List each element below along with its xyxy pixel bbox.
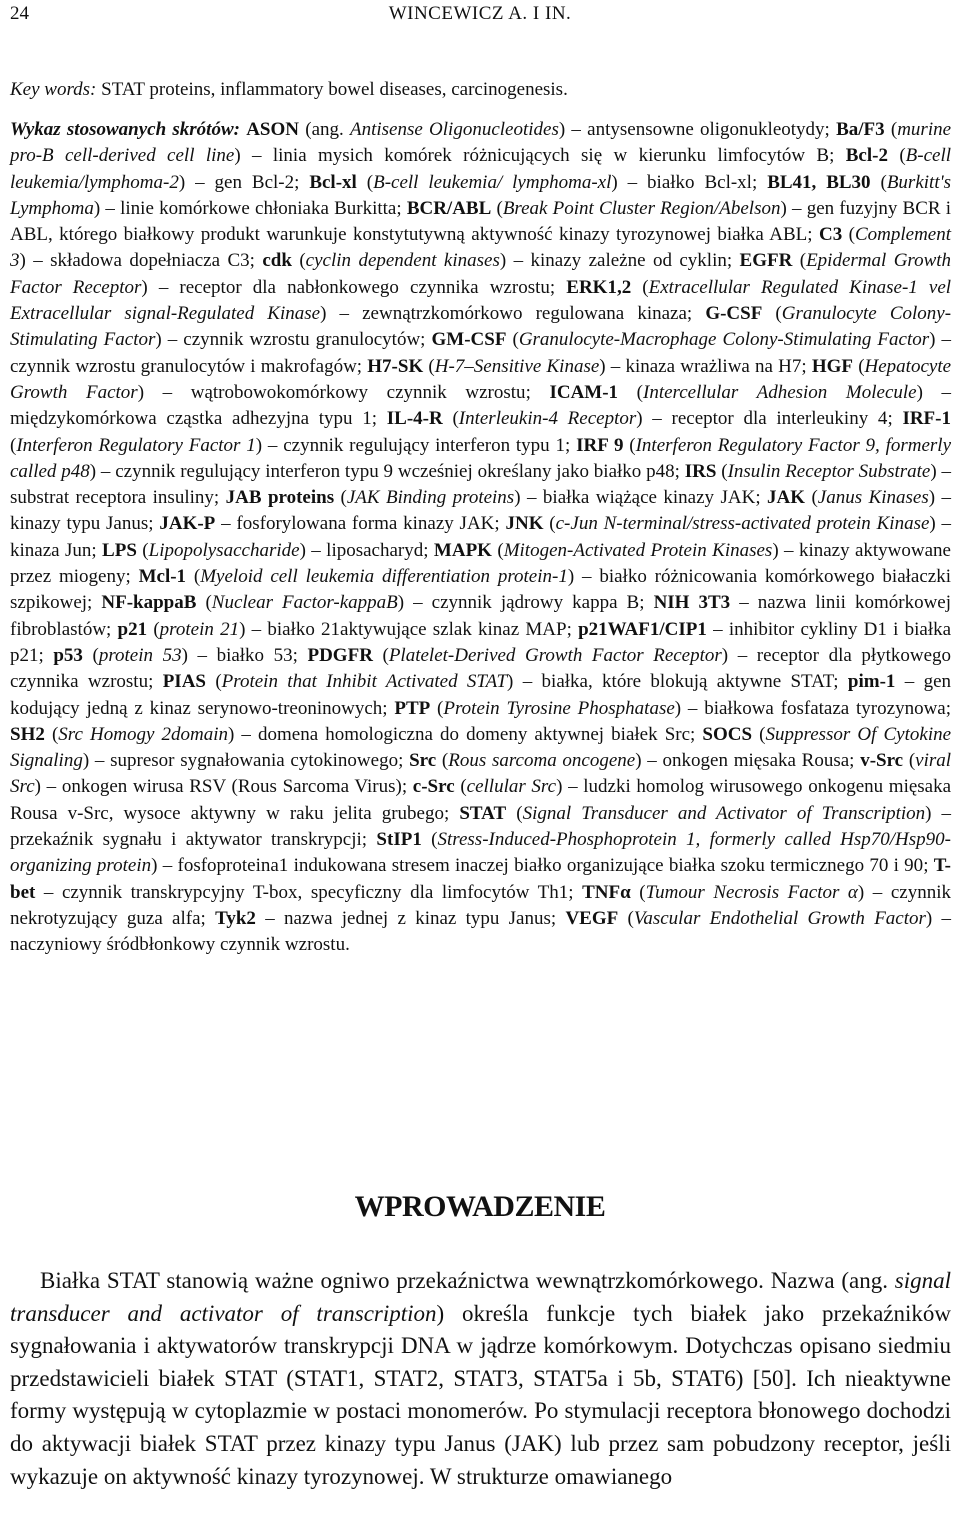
abbreviation-entry: JNK (c-Jun N-terminal/stress-activated protein Kinase) – kinaza Jun; [10, 513, 952, 561]
abbreviation-term: EGFR [739, 250, 793, 272]
abbreviation-expansion: Platelet-Derived Growth Factor Receptor [388, 644, 722, 666]
abbreviation-term: c-Src [412, 776, 455, 798]
abbreviation-entry: ICAM-1 (Intercellular Adhesion Molecule) – międzykomórkowa cząstka adhezyjna typu 1; [10, 381, 952, 430]
abbreviation-entry: ERK1,2 (Extracellular Regulated Kinase-1 vel Extracellular signal-Regulated Kinase) – zewnątrzkomórkowo regulowana kinaza; [10, 276, 952, 325]
abbreviation-description: białkowa fosfataza tyrozynowa [704, 697, 946, 719]
abbreviation-term: Bcl-xl [309, 171, 357, 193]
keywords-line [10, 77, 950, 103]
abbreviation-expansion: H-7–Sensitive Kinase [434, 355, 600, 377]
abbreviation-term: IRS [684, 460, 717, 482]
intro-paragraph [10, 1265, 951, 1493]
abbreviation-description: naczyniowy śródbłonkowy czynnik wzrostu. [10, 934, 350, 956]
abbreviation-description: białko 21aktywujące szlak kinaz MAP [267, 618, 567, 640]
abbreviation-expansion: cellular Src [466, 776, 557, 798]
abbreviation-entry: JAK (Janus Kinases) – kinazy typu Janus; [10, 487, 952, 535]
abbreviation-term: STAT [459, 802, 507, 824]
abbreviation-term: Src [409, 750, 437, 772]
abbreviation-entry: ASON (ang. Antisense Oligonucleotides) – antysensowne oligonukleotydy; [246, 119, 837, 140]
keywords-text: STAT proteins, inflammatory bowel diseases, carcinogenesis. [101, 79, 568, 100]
abbreviation-description: receptor dla nabłonkowego czynnika wzrostu [179, 276, 550, 298]
abbreviation-entry: IL-4-R (Interleukin-4 Receptor) – receptor dla interleukiny 4; [386, 408, 903, 430]
abbreviation-expansion: viral Src [10, 750, 952, 798]
abbreviation-term: JAK [767, 487, 806, 509]
abbreviation-description: gen Bcl-2 [214, 171, 295, 193]
abbreviation-description: czynnik jądrowy kappa B [431, 592, 640, 614]
abbreviation-expansion: cyclin dependent kinases [305, 250, 500, 272]
abbreviation-expansion: Interferon Regulatory Factor 1 [16, 434, 256, 456]
abbreviation-entry: EGFR (Epidermal Growth Factor Receptor) – receptor dla nabłonkowego czynnika wzrostu; [10, 250, 952, 298]
abbreviation-heading: Wykaz stosowanych skrótów: [10, 119, 240, 140]
abbreviation-description: onkogen wirusa RSV (Rous Sarcoma Virus) [61, 776, 402, 798]
abbreviation-description: kinaza wrażliwa na H7 [625, 355, 802, 377]
abbreviation-term: IRF-1 [902, 408, 951, 430]
abbreviation-term: GM-CSF [431, 329, 507, 351]
abbreviation-term: SH2 [10, 723, 45, 745]
abbreviation-description: fosforylowana forma kinazy JAK [236, 513, 495, 535]
abbreviation-expansion: protein 53 [98, 644, 182, 666]
abbreviation-entry: p21 (protein 21) – białko 21aktywujące szlak kinaz MAP; [117, 618, 579, 640]
abbreviation-term: BCR/ABL [406, 197, 492, 219]
abbreviation-expansion: Break Point Cluster Region/Abelson [502, 197, 781, 219]
running-head [10, 2, 950, 26]
abbreviation-list [10, 117, 951, 959]
abbreviation-expansion: Protein that Inhibit Activated STAT [221, 671, 508, 693]
abbreviation-description: antysensowne oligonukleotydy [587, 119, 825, 140]
abbreviation-expansion: Interleukin-4 Receptor [458, 408, 637, 430]
abbreviation-term: NF-kappaB [101, 592, 197, 614]
abbreviation-term: VEGF [565, 907, 619, 929]
abbreviation-description: składowa dopełniacza C3 [50, 250, 250, 272]
abbreviation-description: substrat receptora insuliny [10, 487, 214, 509]
abbreviation-expansion: Rous sarcoma oncogene [448, 750, 636, 772]
abbreviation-term: JAK-P [159, 513, 216, 535]
abbreviation-expansion: Vascular Endothelial Growth Factor [633, 907, 926, 929]
abbreviation-expansion: Signal Transducer and Activator of Transcription [522, 802, 926, 824]
abbreviation-term: ICAM-1 [549, 381, 619, 403]
abbreviation-entry: JAB proteins (JAK Binding proteins) – białka wiążące kinazy JAK; [225, 487, 768, 509]
abbreviation-entry: PDGFR (Platelet-Derived Growth Factor Receptor) – receptor dla płytkowego czynnika wzrostu; [10, 644, 952, 693]
abbreviation-description: linia mysich komórek różnicujących się w kierunku limfocytów B [272, 145, 830, 167]
abbreviation-term: p53 [53, 644, 83, 666]
abbreviation-term: IL-4-R [386, 408, 443, 430]
abbreviation-entry: NF-kappaB (Nuclear Factor-kappaB) – czynnik jądrowy kappa B; [101, 592, 654, 614]
abbreviation-term: Tyk2 [215, 907, 256, 929]
abbreviation-entry: G-CSF (Granulocyte Colony-Stimulating Factor) – czynnik wzrostu granulocytów; [10, 303, 952, 351]
abbreviation-term: v-Src [860, 750, 904, 772]
abbreviation-entry: C3 (Complement 3) – składowa dopełniacza C3; [10, 224, 952, 272]
keywords-label: Key words: [10, 79, 97, 100]
abbreviation-description: czynnik nekrotyzujący guza alfa [10, 881, 951, 929]
abbreviation-term: HGF [811, 355, 854, 377]
abbreviation-term: IRF 9 [576, 434, 624, 456]
abbreviation-entry: BL41, BL30 (Burkitt's Lymphoma) – linie komórkowe chłoniaka Burkitta; [10, 171, 952, 219]
abbreviation-entry: Src (Rous sarcoma oncogene) – onkogen mięsaka Rousa; [409, 750, 861, 772]
abbreviation-description: inhibitor cykliny D1 i białka p21 [10, 618, 952, 666]
abbreviation-entry: HGF (Hepatocyte Growth Factor) – wątrobowokomórkowy czynnik wzrostu; [10, 355, 952, 403]
abbreviation-entry: T-bet – czynnik transkrypcyjny T-box, specyficzny dla limfocytów Th1; [10, 855, 952, 903]
abbreviation-term: pim-1 [847, 671, 896, 693]
abbreviation-expansion: Epidermal Growth Factor Receptor [10, 250, 952, 298]
abbreviation-expansion: Interferon Regulatory Factor 9, formerly called p48 [10, 434, 952, 482]
abbreviation-entry: IRS (Insulin Receptor Substrate) – substrat receptora insuliny; [10, 460, 952, 509]
abbreviation-term: p21WAF1/CIP1 [578, 618, 707, 640]
abbreviation-term: StIP1 [376, 829, 422, 851]
abbreviation-description: białko różnicowania komórkowego białaczki szpikowej [10, 566, 952, 614]
abbreviation-term: ASON [246, 119, 299, 140]
abbreviation-description: nazwa linii komórkowej fibroblastów [10, 592, 952, 640]
abbreviation-expansion: Src Homogy 2domain [58, 723, 228, 745]
abbreviation-expansion: Burkitt's Lymphoma [10, 171, 952, 219]
abbreviation-term: G-CSF [705, 303, 763, 325]
abbreviation-description: kinaza Jun [10, 539, 92, 561]
intro-text-1: Białka STAT stanowią ważne ogniwo przekaźnictwa wewnątrzkomórkowego. Nazwa (ang. [40, 1268, 895, 1293]
abbreviation-expansion: Complement 3 [10, 224, 952, 272]
abbreviation-description: czynnik wzrostu granulocytów [183, 329, 421, 351]
section-title: WPROWADZENIE [354, 1190, 606, 1223]
abbreviation-term: p21 [117, 618, 148, 640]
abbreviation-description: kinazy typu Janus [10, 513, 149, 535]
abbreviation-expansion: Intercellular Adhesion Molecule [643, 381, 917, 403]
abbreviation-description: czynnik regulujący interferon typu 9 wcześniej określany jako białko p48 [115, 460, 675, 482]
abbreviation-expansion: Stress-Induced-Phosphoprotein 1, formerly called Hsp70/Hsp90-organizing protein [10, 829, 952, 877]
abbreviation-description: gen kodujący jedną z kinaz serynowo-treoninowych [10, 671, 952, 719]
abbreviation-entry: c-Src (cellular Src) – ludzki homolog wirusowego onkogenu mięsaka Rousa v-Src, wysoce aktywny w raku jelita grubego; [10, 776, 952, 824]
abbreviation-expansion: Protein Tyrosine Phosphatase [443, 697, 675, 719]
abbreviation-term: NIH 3T3 [653, 592, 731, 614]
abbreviation-expansion: murine pro-B cell-derived cell line [10, 119, 952, 167]
abbreviation-expansion: Myeloid cell leukemia differentiation protein-1 [200, 566, 568, 588]
abbreviation-description: wątrobowokomórkowy czynnik wzrostu [190, 381, 526, 403]
abbreviation-entry: NIH 3T3 – nazwa linii komórkowej fibroblastów; [10, 592, 952, 640]
abbreviation-entry: JAK-P – fosforylowana forma kinazy JAK; [159, 513, 506, 535]
abbreviation-term: SOCS [702, 723, 753, 745]
abbreviation-term: LPS [102, 539, 137, 561]
abbreviation-expansion: Antisense Oligonucleotides [349, 119, 559, 140]
abbreviation-description: białko 53 [216, 644, 293, 666]
abbreviation-expansion: Suppressor Of Cytokine Signaling [10, 723, 952, 772]
abbreviation-expansion: Janus Kinases [817, 487, 929, 509]
running-title: WINCEWICZ A. I IN. [388, 3, 572, 24]
abbreviation-term: TNFα [582, 881, 631, 903]
abbreviation-expansion: B-cell leukemia/lymphoma-2 [10, 145, 952, 193]
intro-text-2: ) określa funkcje tych białek jako przekaźników sygnałowania i aktywatorów transkrypcji DNA w jądrze komórkowym. Dotychczas opisano siedmiu przedstawicieli białek STAT (STAT1, STAT2, STAT3, STAT5a i 5b, STAT6) [50]. Ich nieaktywne formy występują w cytoplazmie w postaci monomerów. Po stymulacji receptora błonowego dochodzi do aktywacji białek STAT przez kinazy typu Janus (JAK) lub przez sam pobudzony receptor, jeśli wykazuje on aktywność kinazy tyrozynowej. W strukturze omawianego [10, 1300, 951, 1489]
abbreviation-entry: SOCS (Suppressor Of Cytokine Signaling) – supresor sygnałowania cytokinowego; [10, 723, 952, 772]
abbreviation-entry: TNFα (Tumour Necrosis Factor α) – czynnik nekrotyzujący guza alfa; [10, 881, 951, 929]
abbreviation-entry: GM-CSF (Granulocyte-Macrophage Colony-Stimulating Factor) – czynnik wzrostu granulocytów i makrofagów; [10, 329, 951, 377]
abbreviation-term: MAPK [433, 539, 492, 561]
abbreviation-term: T-bet [10, 855, 952, 903]
abbreviation-expansion: Lipopolysaccharide [148, 539, 300, 561]
abbreviation-entry: STAT (Signal Transducer and Activator of Transcription) – przekaźnik sygnału i aktywator transkrypcji; [10, 802, 952, 851]
abbreviation-entry: PIAS (Protein that Inhibit Activated STAT) – białka, które blokują aktywne STAT; [162, 671, 848, 693]
abbreviation-term: JAB proteins [225, 487, 335, 509]
abbreviation-entry: BCR/ABL (Break Point Cluster Region/Abelson) – gen fuzyjny BCR i ABL, którego białkowy produkt warunkuje konstytutywną aktywność kinazy tyrozynowej białka ABL; [10, 197, 952, 246]
abbreviation-term: JNK [505, 513, 544, 535]
abbreviation-description: fosfoproteina1 indukowana stresem inaczej białko organizujące białka szoku termicznego 70 i 90 [177, 855, 924, 877]
abbreviation-expansion: Extracellular Regulated Kinase-1 vel Extracellular signal-Regulated Kinase [10, 276, 952, 325]
abbreviation-description: białko Bcl-xl [647, 171, 752, 193]
abbreviation-expansion: Insulin Receptor Substrate [727, 460, 931, 482]
abbreviation-description: zewnątrzkomórkowo regulowana kinaza [362, 303, 687, 325]
abbreviation-description: czynnik regulujący interferon typu 1 [283, 434, 565, 456]
abbreviation-entry: SH2 (Src Homogy 2domain) – domena homologiczna do domeny aktywnej białek Src; [10, 723, 703, 745]
abbreviation-term: BL41, BL30 [767, 171, 871, 193]
abbreviation-description: kinazy zależne od cyklin [530, 250, 727, 272]
abbreviation-entry: StIP1 (Stress-Induced-Phosphoprotein 1, formerly called Hsp70/Hsp90-organizing protein) – fosfoproteina1 indukowana stresem inaczej białko organizujące białka szoku termicznego 70 i 90; [10, 829, 952, 877]
abbreviation-entry: MAPK (Mitogen-Activated Protein Kinases) – kinazy aktywowane przez miogeny; [10, 539, 951, 588]
abbreviation-expansion: c-Jun N-terminal/stress-activated protein Kinase [555, 513, 930, 535]
abbreviation-description: czynnik transkrypcyjny T-box, specyficzny dla limfocytów Th1 [61, 881, 569, 903]
abbreviation-entry: pim-1 – gen kodujący jedną z kinaz serynowo-treoninowych; [10, 671, 952, 719]
abbreviation-description: receptor dla interleukiny 4 [671, 408, 888, 430]
abbreviation-term: PDGFR [307, 644, 373, 666]
abbreviation-expansion: Granulocyte-Macrophage Colony-Stimulating Factor [518, 329, 930, 351]
abbreviation-term: cdk [262, 250, 292, 272]
abbreviation-description: supresor sygnałowania cytokinowego [110, 750, 399, 772]
abbreviation-expansion: B-cell leukemia/ lymphoma-xl [373, 171, 612, 193]
abbreviation-entry: Mcl-1 (Myeloid cell leukemia differentiation protein-1) – białko różnicowania komórkowego białaczki szpikowej; [10, 566, 952, 614]
abbreviation-expansion: Tumour Necrosis Factor α [645, 881, 858, 903]
abbreviation-term: C3 [818, 224, 843, 246]
abbreviation-entry: Bcl-xl (B-cell leukemia/ lymphoma-xl) – białko Bcl-xl; [309, 171, 768, 193]
abbreviation-entry: v-Src (viral Src) – onkogen wirusa RSV (Rous Sarcoma Virus); [10, 750, 952, 798]
abbreviation-entry: PTP (Protein Tyrosine Phosphatase) – białkowa fosfataza tyrozynowa; [394, 697, 952, 719]
abbreviation-term: PIAS [162, 671, 206, 693]
abbreviation-description: międzykomórkowa cząstka adhezyjna typu 1 [10, 408, 372, 430]
abbreviation-entry: p21WAF1/CIP1 – inhibitor cykliny D1 i białka p21; [10, 618, 952, 666]
abbreviation-entry: cdk (cyclin dependent kinases) – kinazy zależne od cyklin; [262, 250, 740, 272]
abbreviation-term: Mcl-1 [138, 566, 187, 588]
abbreviation-description: gen fuzyjny BCR i ABL, którego białkowy produkt warunkuje konstytutywną aktywność kinazy tyrozynowej białka ABL [10, 197, 952, 246]
abbreviation-term: Ba/F3 [836, 119, 885, 140]
abbreviation-expansion: protein 21 [159, 618, 240, 640]
abbreviation-description: przekaźnik sygnału i aktywator transkrypcji [10, 829, 362, 851]
abbreviation-description: domena homologiczna do domeny aktywnej białek Src [258, 723, 691, 745]
abbreviation-expansion: Granulocyte Colony-Stimulating Factor [10, 303, 952, 351]
abbreviation-entry: VEGF (Vascular Endothelial Growth Factor) – naczyniowy śródbłonkowy czynnik wzrostu. [10, 907, 952, 956]
abbreviation-entry: p53 (protein 53) – białko 53; [53, 644, 308, 666]
abbreviation-description: receptor dla płytkowego czynnika wzrostu [10, 644, 952, 693]
abbreviation-entry: LPS (Lipopolysaccharide) – liposacharyd; [102, 539, 434, 561]
abbreviation-entry: Bcl-2 (B-cell leukemia/lymphoma-2) – gen Bcl-2; [10, 145, 952, 193]
page-number: 24 [10, 3, 29, 24]
abbreviation-entry: IRF 9 (Interferon Regulatory Factor 9, formerly called p48) – czynnik regulujący interferon typu 9 wcześniej określany jako białko p48; [10, 434, 952, 482]
abbreviation-term: H7-SK [367, 355, 424, 377]
abbreviation-description: białka, które blokują aktywne STAT [541, 671, 834, 693]
abbreviation-entry: H7-SK (H-7–Sensitive Kinase) – kinaza wrażliwa na H7; [367, 355, 812, 377]
abbreviation-description: onkogen mięsaka Rousa [662, 750, 850, 772]
abbreviation-description: czynnik wzrostu granulocytów i makrofagów [10, 355, 357, 377]
abbreviation-entry: Tyk2 – nazwa jednej z kinaz typu Janus; [215, 907, 566, 929]
abbreviation-entry: Ba/F3 (murine pro-B cell-derived cell line) – linia mysich komórek różnicujących się w kierunku limfocytów B; [10, 119, 952, 167]
abbreviation-description: liposacharyd [326, 539, 424, 561]
abbreviation-term: Bcl-2 [845, 145, 888, 167]
abbreviation-term: PTP [394, 697, 431, 719]
abbreviation-term: ERK1,2 [566, 276, 632, 298]
abbreviation-entry: IRF-1 (Interferon Regulatory Factor 1) – czynnik regulujący interferon typu 1; [10, 408, 951, 456]
abbreviation-description: linie komórkowe chłoniaka Burkitta [120, 197, 397, 219]
abbreviation-description: ludzki homolog wirusowego onkogenu mięsaka Rousa v-Src, wysoce aktywny w raku jelita grubego [10, 776, 952, 824]
abbreviation-expansion: Mitogen-Activated Protein Kinases [503, 539, 773, 561]
abbreviation-expansion: Hepatocyte Growth Factor [10, 355, 952, 403]
abbreviation-expansion: Nuclear Factor-kappaB [211, 592, 398, 614]
intro-text-italic: signal transducer and activator of transcription [10, 1268, 951, 1326]
abbreviation-description: białka wiążące kinazy JAK [542, 487, 756, 509]
abbreviation-expansion: JAK Binding proteins [346, 487, 515, 509]
abbreviation-description: kinazy aktywowane przez miogeny [10, 539, 951, 588]
abbreviation-description: nazwa jednej z kinaz typu Janus [283, 907, 551, 929]
